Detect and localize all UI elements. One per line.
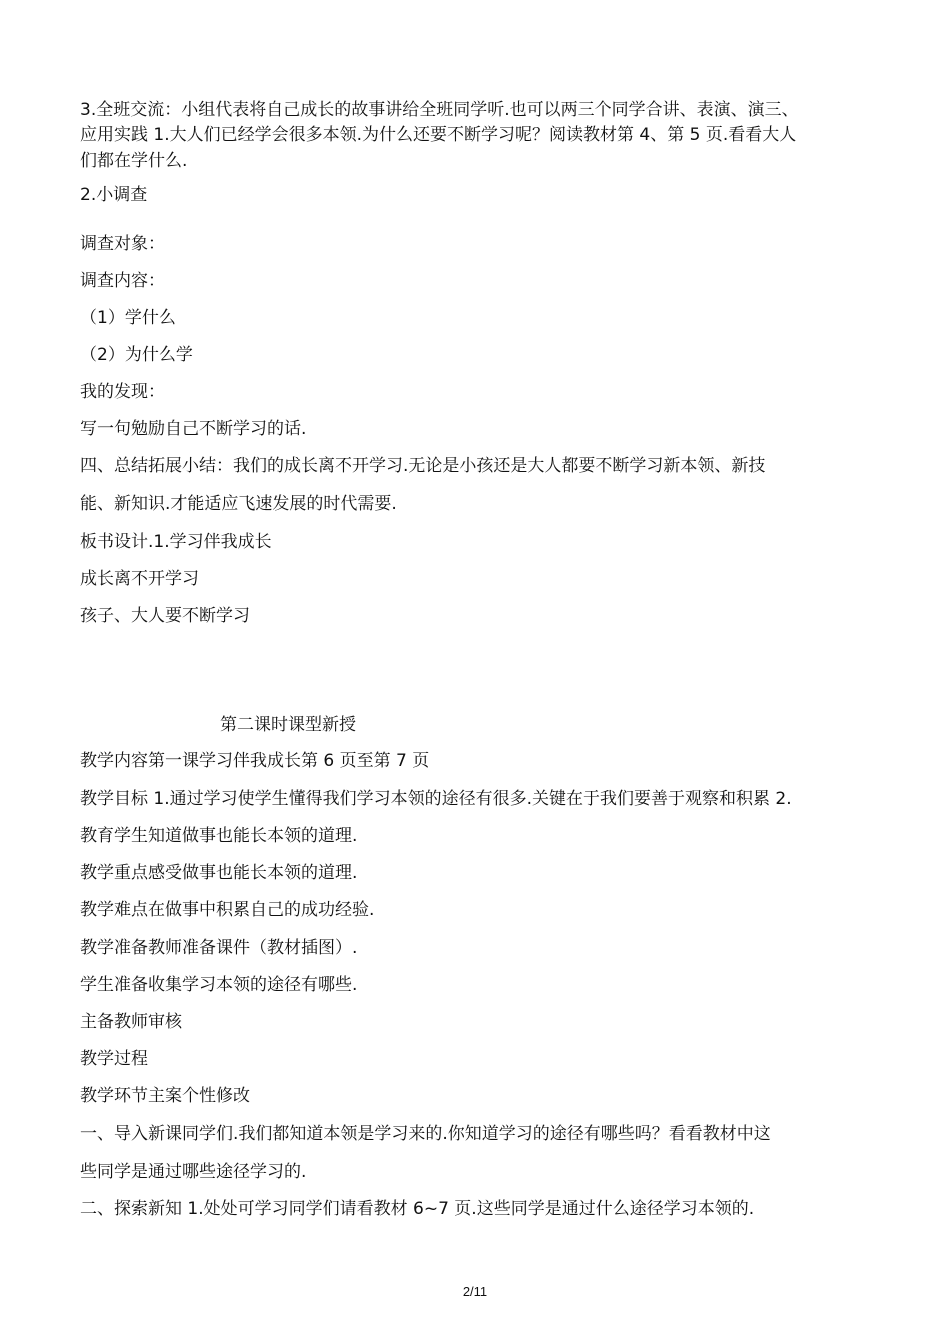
paragraph-line: 孩子、大人要不断学习 (80, 606, 250, 626)
paragraph-line: 教学准备教师准备课件（教材插图）. (80, 938, 358, 958)
paragraph-line: 一、导入新课同学们.我们都知道本领是学习来的.你知道学习的途径有哪些吗？看看教材中这 (80, 1124, 771, 1144)
paragraph-line: 板书设计.1.学习伴我成长 (80, 532, 272, 552)
paragraph-line: 教学难点在做事中积累自己的成功经验. (80, 900, 375, 920)
paragraph-line: 教学重点感受做事也能长本领的道理. (80, 863, 358, 883)
paragraph-line: 二、探索新知 1.处处可学习同学们请看教材 6~7 页.这些同学是通过什么途径学习本领的. (80, 1199, 755, 1219)
paragraph-line: 写一句勉励自己不断学习的话. (80, 419, 307, 439)
paragraph-line: 我的发现： (80, 382, 165, 402)
paragraph-line: 调查对象： (80, 234, 165, 254)
paragraph-line: 主备教师审核 (80, 1012, 182, 1032)
paragraph-line: 们都在学什么. (80, 151, 188, 171)
paragraph-line: 教学过程 (80, 1049, 148, 1069)
paragraph-line: 能、新知识.才能适应飞速发展的时代需要. (80, 494, 397, 514)
paragraph-line: （1）学什么 (80, 308, 176, 328)
paragraph-line: 教育学生知道做事也能长本领的道理. (80, 826, 358, 846)
paragraph-line: 教学环节主案个性修改 (80, 1086, 250, 1106)
section-title: 第二课时课型新授 (220, 715, 356, 735)
paragraph-line: 教学目标 1.通过学习使学生懂得我们学习本领的途径有很多.关键在于我们要善于观察和积累 2. (80, 789, 792, 809)
paragraph-line: 些同学是通过哪些途径学习的. (80, 1162, 307, 1182)
paragraph-line: 2.小调查 (80, 185, 148, 205)
paragraph-line: 3.全班交流：小组代表将自己成长的故事讲给全班同学听.也可以两三个同学合讲、表演、演三、 (80, 100, 799, 120)
paragraph-line: 四、总结拓展小结：我们的成长离不开学习.无论是小孩还是大人都要不断学习新本领、新技 (80, 456, 766, 476)
paragraph-line: 学生准备收集学习本领的途径有哪些. (80, 975, 358, 995)
paragraph-line: 成长离不开学习 (80, 569, 199, 589)
page-number: 2/11 (462, 1284, 488, 1299)
paragraph-line: 教学内容第一课学习伴我成长第 6 页至第 7 页 (80, 751, 430, 771)
paragraph-line: （2）为什么学 (80, 345, 193, 365)
paragraph-line: 应用实践 1.大人们已经学会很多本领.为什么还要不断学习呢？阅读教材第 4、第 5 页.看看大人 (80, 125, 797, 145)
paragraph-line: 调查内容： (80, 271, 165, 291)
